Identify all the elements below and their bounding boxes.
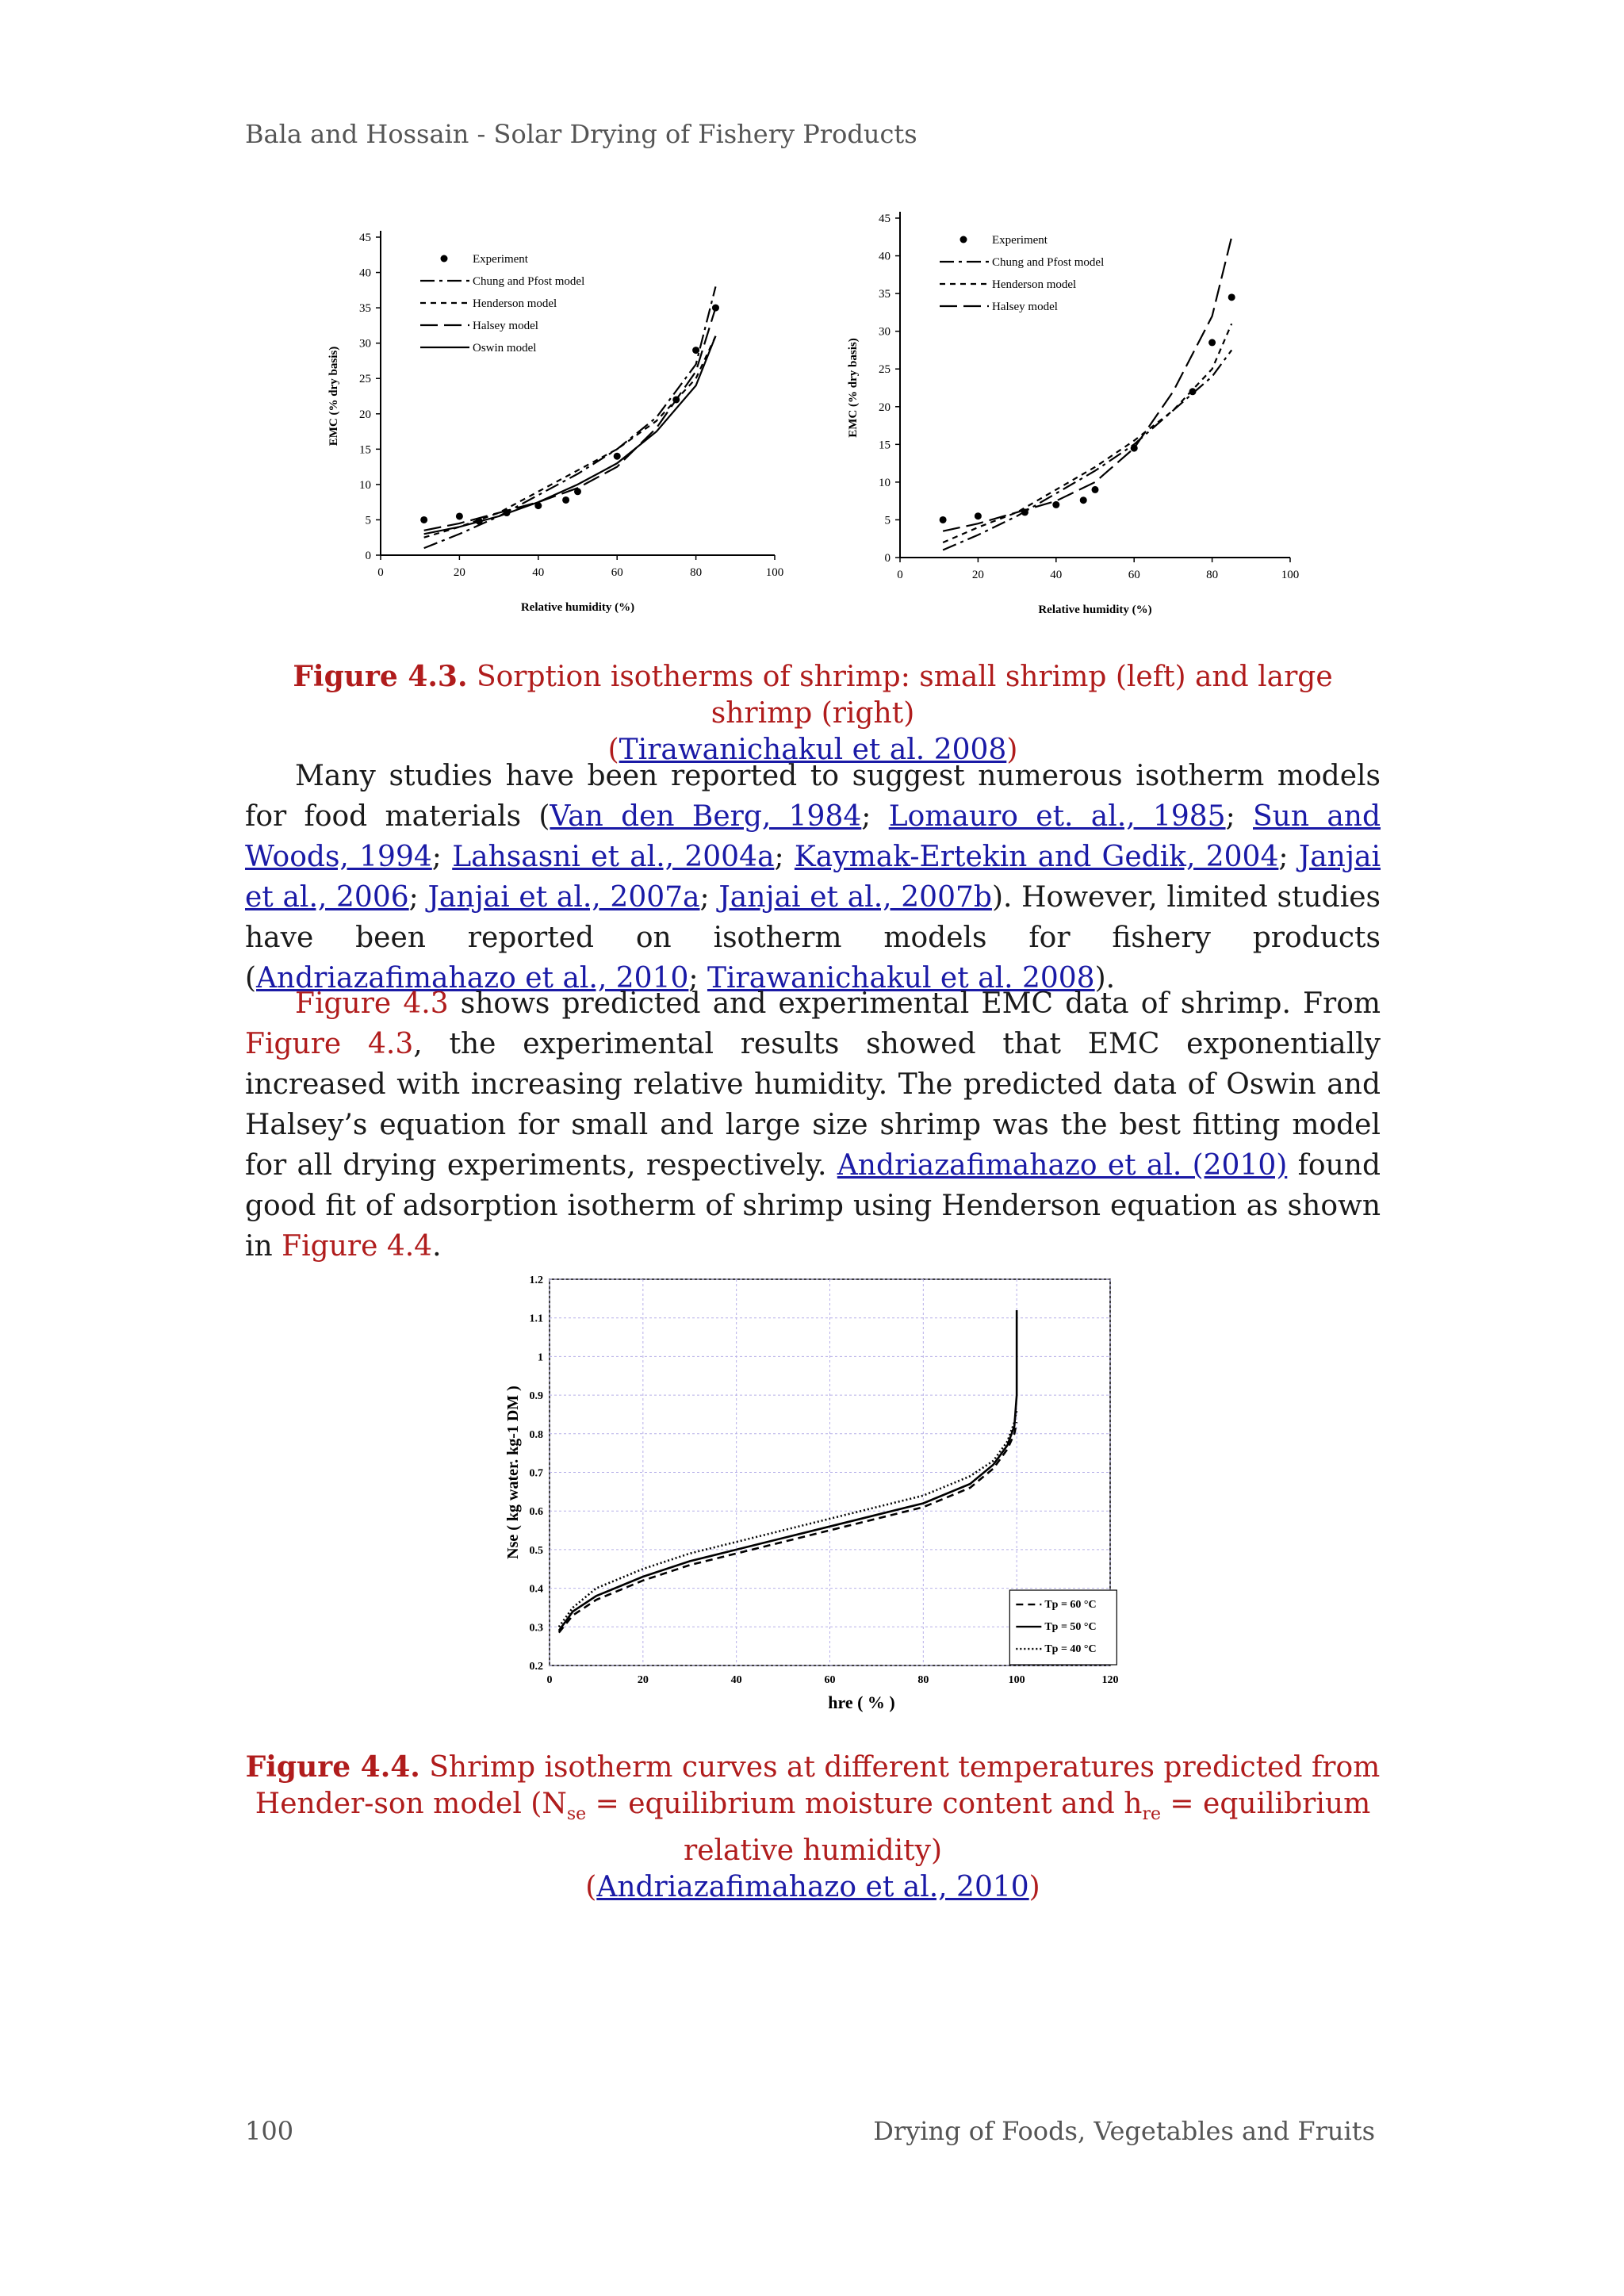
x-tick-label: 0 [546,1674,553,1686]
data-point-experiment [672,396,680,403]
data-point-experiment [1228,293,1235,301]
p2-text4: . [432,1230,442,1263]
x-tick-label: 40 [532,566,545,579]
x-tick-label: 60 [1128,569,1140,581]
x-tick-label: 40 [1050,569,1063,581]
figure-4-3-label: Figure 4.3. [293,660,468,693]
x-tick-label: 80 [917,1674,929,1686]
legend-marker [960,236,967,243]
x-tick-label: 100 [765,566,784,579]
hre-subscript: re [1142,1804,1161,1825]
data-point-experiment [975,512,982,519]
y-tick-label: 40 [359,266,371,280]
legend-label: Halsey model [473,320,538,332]
figure-4-4-text-b: = equilibrium moisture content and h [586,1788,1143,1820]
y-tick-label: 45 [879,213,891,225]
figure-4-3-caption: Figure 4.3. Sorption isotherms of shrimp: small shrimp (left) and large shrimp (right) (Tirawanichakul et al. 2008) [293,660,1333,766]
p1-intro: Many studies have been reported to suggest numerous isotherm models for food materials ( [245,760,1381,833]
y-tick-label: 0 [365,550,371,562]
x-tick-label: 20 [453,566,465,579]
ref-link[interactable]: Van den Berg, 1984 [550,800,862,833]
paragraph-2 [245,983,1381,1267]
x-axis-label: Relative humidity (%) [520,601,635,614]
y-axis-label: EMC (% dry basis) [327,346,340,447]
data-point-experiment [712,305,719,312]
legend-label: Halsey model [992,301,1058,313]
x-axis-label: Relative humidity (%) [1038,604,1152,616]
x-tick-label: 120 [1101,1674,1119,1686]
ref-link[interactable]: Andriazafimahazo et al., 2010 [256,962,689,995]
x-tick-label: 60 [824,1674,836,1686]
data-point-experiment [1092,486,1099,493]
data-point-experiment [476,518,483,525]
y-tick-label: 5 [365,514,371,527]
y-tick-label: 0 [884,552,891,565]
legend-label: Experiment [992,234,1048,247]
figure-ref[interactable]: Figure 4.4 [282,1230,433,1263]
data-point-experiment [1208,339,1216,346]
y-tick-label: 40 [879,250,891,263]
nse-subscript: se [566,1804,587,1825]
data-point-experiment [420,516,427,523]
ref-link[interactable]: Lomauro et. al., 1985 [888,800,1226,833]
figure-4-4-text-c: = equilibrium relative humidity) [684,1788,1371,1868]
y-tick-label: 10 [359,478,371,492]
y-tick-label: 20 [879,401,891,414]
page-number: 100 [245,2116,294,2146]
figure-4-4-label: Figure 4.4. [245,1750,420,1784]
y-tick-label: 25 [359,373,371,386]
y-axis-label: Nse ( kg water. kg-1 DM ) [504,1386,522,1559]
paragraph-1: Many studies have been reported to suggest numerous isotherm models for food materials (Van den Berg, 1984; Lomauro et. al., 1985; Sun and Woods, 1994; Lahsasni et al., 2004a; Kaymak-Ertekin and Gedik, 2004; Janjai et al., 2006; Janjai et al., 2007a; Janjai et al., 2007b). However, limited studies have been reported on isotherm models for fishery products (Andriazafimahazo et al., 2010; Tirawanichakul et al. 2008). [245,760,1381,995]
data-point-experiment [562,496,569,504]
y-tick-label: 30 [879,325,891,339]
legend-marker [441,255,448,263]
figure-4-3-citation-link[interactable]: Tirawanichakul et al. 2008 [619,734,1007,766]
data-point-experiment [1131,445,1138,452]
data-point-experiment [456,512,463,519]
y-tick-label: 10 [879,476,891,489]
y-tick-label: 1.2 [529,1274,543,1286]
x-tick-label: 0 [377,566,384,579]
chart-henderson-isotherm [492,1265,1126,1713]
ref-link[interactable]: Janjai et al., 2006 [245,841,1381,914]
series-line-chung-and-pfost-model [424,286,716,548]
y-tick-label: 0.9 [529,1390,543,1403]
legend-label: Tp = 40 °C [1044,1643,1097,1656]
figure-4-4-caption: Figure 4.4. Shrimp isotherm curves at different temperatures predicted from Hender-son model ($N_{se}$ = equilibrium moisture content and $h_{re}$ = equilibrium relative humidity) (Andriazafimahazo et al., 2010) [245,1750,1381,1904]
chart-small-shrimp [317,218,809,631]
x-axis-label: hre ( % ) [828,1692,895,1712]
legend-label: Chung and Pfost model [992,256,1105,269]
data-point-experiment [1080,496,1087,504]
running-title: Bala and Hossain - Solar Drying of Fishery Products [245,119,917,149]
series-line-chung-and-pfost-model [943,350,1231,550]
y-tick-label: 15 [359,443,371,457]
p2-text1: shows predicted and experimental EMC data of shrimp. From [448,987,1381,1020]
x-tick-label: 100 [1281,569,1300,581]
data-point-experiment [534,502,542,509]
legend-label: Henderson model [992,278,1077,291]
series-line-henderson-model [424,336,716,538]
series-line-henderson-model [943,324,1231,542]
legend-label: Tp = 50 °C [1044,1621,1097,1634]
ref-link[interactable]: Lahsasni et al., 2004a [452,841,775,873]
book-title: Drying of Foods, Vegetables and Fruits [873,2116,1375,2146]
ref-link[interactable]: Janjai et al., 2007b [718,881,992,914]
y-tick-label: 0.3 [529,1622,543,1635]
p1-end: ). [1094,962,1116,995]
figure-4-3-text: Sorption isotherms of shrimp: small shrimp (left) and large shrimp (right) [467,661,1333,730]
ref-link[interactable]: Sun and Woods, 1994 [245,800,1381,873]
data-point-experiment [940,516,947,523]
series-line-halsey-model [424,308,716,531]
y-tick-label: 5 [884,514,891,527]
data-point-experiment [1052,501,1059,508]
figure-4-4-text-a: Shrimp isotherm curves at different temperatures predicted from Hender-son model (N [255,1751,1381,1820]
data-point-experiment [574,488,581,495]
x-tick-label: 100 [1008,1674,1025,1686]
x-tick-label: 20 [637,1674,649,1686]
data-point-experiment [1189,388,1197,395]
y-tick-label: 25 [879,363,891,377]
y-tick-label: 0.2 [529,1661,543,1673]
y-tick-label: 0.6 [529,1506,543,1519]
data-point-experiment [1021,508,1028,516]
x-tick-label: 60 [611,566,623,579]
p2-text2: , the experimental results showed that EMC exponentially increased with increasing relative humidity. The predicted data of Oswin and Halsey’s equation for small and large size shrimp was the best fitting model for all drying experiments, respectively. [245,1028,1381,1182]
ref-link[interactable]: Kaymak-Ertekin and Gedik, 2004 [794,841,1279,873]
y-tick-label: 45 [359,232,371,244]
data-point-experiment [504,509,511,516]
y-tick-label: 20 [359,408,371,421]
p2-text3: found good fit of adsorption isotherm of shrimp using Henderson equation as shown in [245,1149,1381,1263]
chart-large-shrimp [837,206,1328,631]
series-line-oswin-model [424,336,716,535]
y-axis-label: EMC (% dry basis) [847,338,860,438]
legend-label: Henderson model [473,297,557,310]
legend-label: Oswin model [473,342,537,355]
ref-link[interactable]: Tirawanichakul et al. 2008 [707,962,1095,995]
x-tick-label: 20 [971,569,984,581]
ref-link[interactable]: Janjai et al., 2007a [427,881,700,914]
legend-label: Tp = 60 °C [1044,1599,1097,1612]
y-tick-label: 1 [538,1351,543,1364]
figure-ref[interactable]: Figure 4.3 [245,1028,414,1060]
y-tick-label: 0.8 [529,1428,543,1441]
legend-label: Chung and Pfost model [473,275,585,288]
y-tick-label: 35 [879,288,891,301]
y-tick-label: 35 [359,302,371,316]
p1-middle: ). However, limited studies have been reported on isotherm models for fishery products ( [245,881,1381,995]
y-tick-label: 0.4 [529,1583,543,1596]
data-point-experiment [692,347,699,354]
x-tick-label: 0 [897,569,903,581]
legend-label: Experiment [473,253,528,266]
data-point-experiment [614,453,621,460]
y-tick-label: 30 [359,337,371,351]
y-tick-label: 0.7 [529,1467,543,1480]
x-tick-label: 80 [1206,569,1219,581]
x-tick-label: 40 [730,1674,742,1686]
series-line-halsey-model [943,237,1231,531]
ref-link[interactable]: Andriazafimahazo et al. (2010) [837,1149,1288,1182]
y-tick-label: 15 [879,439,891,452]
figure-4-4-citation-link[interactable]: Andriazafimahazo et al., 2010 [596,1871,1029,1904]
x-tick-label: 80 [690,566,703,579]
y-tick-label: 0.5 [529,1544,543,1557]
figure-ref[interactable]: Figure 4.3 [295,987,449,1020]
y-tick-label: 1.1 [529,1313,543,1325]
